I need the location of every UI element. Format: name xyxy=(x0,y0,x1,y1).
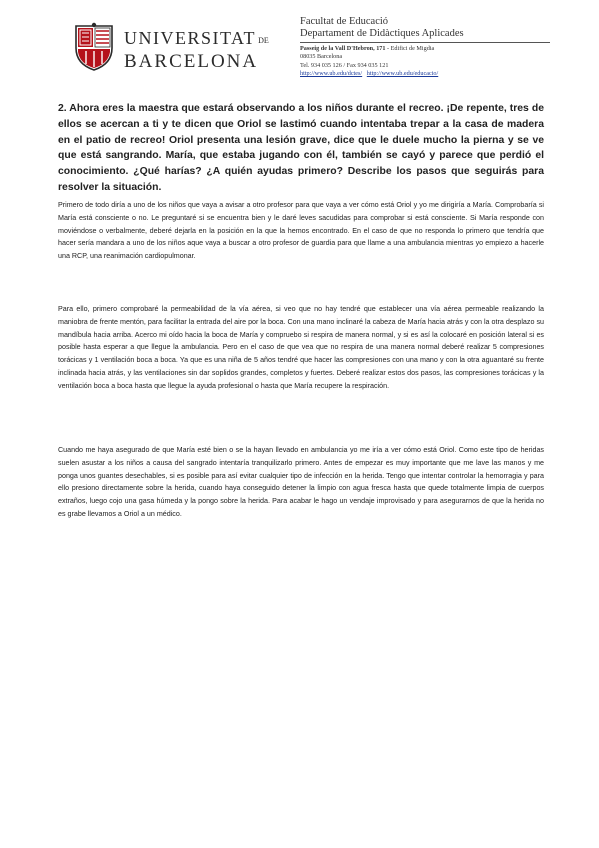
logo-wordmark xyxy=(124,28,269,73)
links-line xyxy=(300,70,550,78)
link-ub-dctes[interactable]: http://www.ub.edu/dctes/ xyxy=(300,70,363,78)
answer-paragraph-3: Cuando me haya asegurado de que María esté bien o se la hayan llevado en ambulancia yo me iría a ver cómo está Oriol. Como este tipo de heridas suelen asustar a los niños a causa del sangrado intentaría tranquilizarlo primero. Antes de empezar es muy importante que me lave las manos y me ponga unos guantes desechables, si es posible para así evitar cualquier tipo de infección en la herida. Tengo que intentar controlar la hemorragia y para ello presiono directamente sobre la herida, cuando haya conseguido detener la limpio con agua fresca hasta que quede totalmente limpia de cuerpos extraños, luego cojo una gasa húmeda y la pongo sobre la herida. Para acabar le hago un vendaje improvisado y para asegurarnos de que la herida no es grabe llevamos a Oriol a un médico. xyxy=(58,446,544,518)
logo-university-word: UNIVERSITAT xyxy=(124,28,257,48)
address-street: Passeig de la Vall D'Hebron, 171 xyxy=(300,45,386,52)
department-header xyxy=(300,16,550,79)
phone-fax-line: Tel. 934 035 126 / Fax 934 035 121 xyxy=(300,61,389,69)
answer-paragraph-1: Primero de todo diría a uno de los niños que vaya a avisar a otro profesor para que vaya a ver cómo está Oriol y yo me dirigiría a María. Comprobaría si María está consciente o no. Le preguntaré si se encuentra bien y le daré leves sacudidas para comprobar si está consciente. Si María responde con moviéndose o verbalmente, deberé dejarla en la posición en la que la hemos encontrado. En el caso de que no responda lo primero que tendría que hacer sería mandara a uno de los niños aque vaya a buscar a otro profesor de guardia para que llame a una ambulancia mientras yo empiezo a hacerle una RCP, una reanimación cardiopulmonar. xyxy=(58,201,544,261)
address-line xyxy=(300,45,550,53)
answer-paragraph-2: Para ello, primero comprobaré la permeabilidad de la vía aérea, si veo que no hay tendré que establecer una vía aérea permeable realizando la maniobra de frente mentón, para facilitar la entrada del aire por la boca. Con una mano inclinaré la cabeza de María hacia atrás y con la otra desplazo su mandíbula hacia arriba. Acerco mi oído hacia la boca de María y compruebo si respira de manera normal, y si es así la colocaré en posición lateral si es posible hasta esperar a que llegue la ambulancia. Pero en el caso de que vea que no respira de una manera normal deberé realizar 5 compresiones torácicas y 1 ventilación boca a boca. Ya que es una niña de 5 años tendré que hacer las compresiones con una mano y con la otra aguantaré su frente inclinada hacia atrás, y las ventilaciones sin dar soplidos grandes, completos y fuertes. Deberé realizar estos dos pasos, las compresiones torácicas y la ventilación boca a boca hasta que llegue la ayuda profesional o hasta que María recupere la respiración. xyxy=(58,305,544,390)
postal-line: 08035 Barcelona xyxy=(300,53,343,61)
logo-line-university xyxy=(124,28,269,51)
university-seal-icon xyxy=(72,22,116,72)
department-name: Departament de Didàctiques Aplicades xyxy=(300,28,550,43)
logo-de-word: DE xyxy=(258,36,269,45)
logo-city-word: BARCELONA xyxy=(124,51,259,72)
university-logo xyxy=(72,22,287,74)
faculty-name: Facultat de Educació xyxy=(300,16,389,27)
link-ub-educacio[interactable]: http://www.ub.edu/educacio/ xyxy=(366,70,439,78)
address-building: - Edifici de Migdia xyxy=(385,45,435,52)
question-text: 2. Ahora eres la maestra que estará observando a los niños durante el recreo. ¡De repente, tres de ellos se acercan a ti y te dicen que Oriol se lastimó cuando intentaba trepar a la casa de madera en el patio de recreo! Oriol presenta una lesión grave, dice que le duele mucho la pierna y se ve que está sangrando. María, que estaba jugando con él, también se cayó y parece que perdió el conocimiento. ¿Qué harías? ¿A quién ayudas primero? Describe los pasos que seguirás para resolver la situación. xyxy=(58,103,544,193)
